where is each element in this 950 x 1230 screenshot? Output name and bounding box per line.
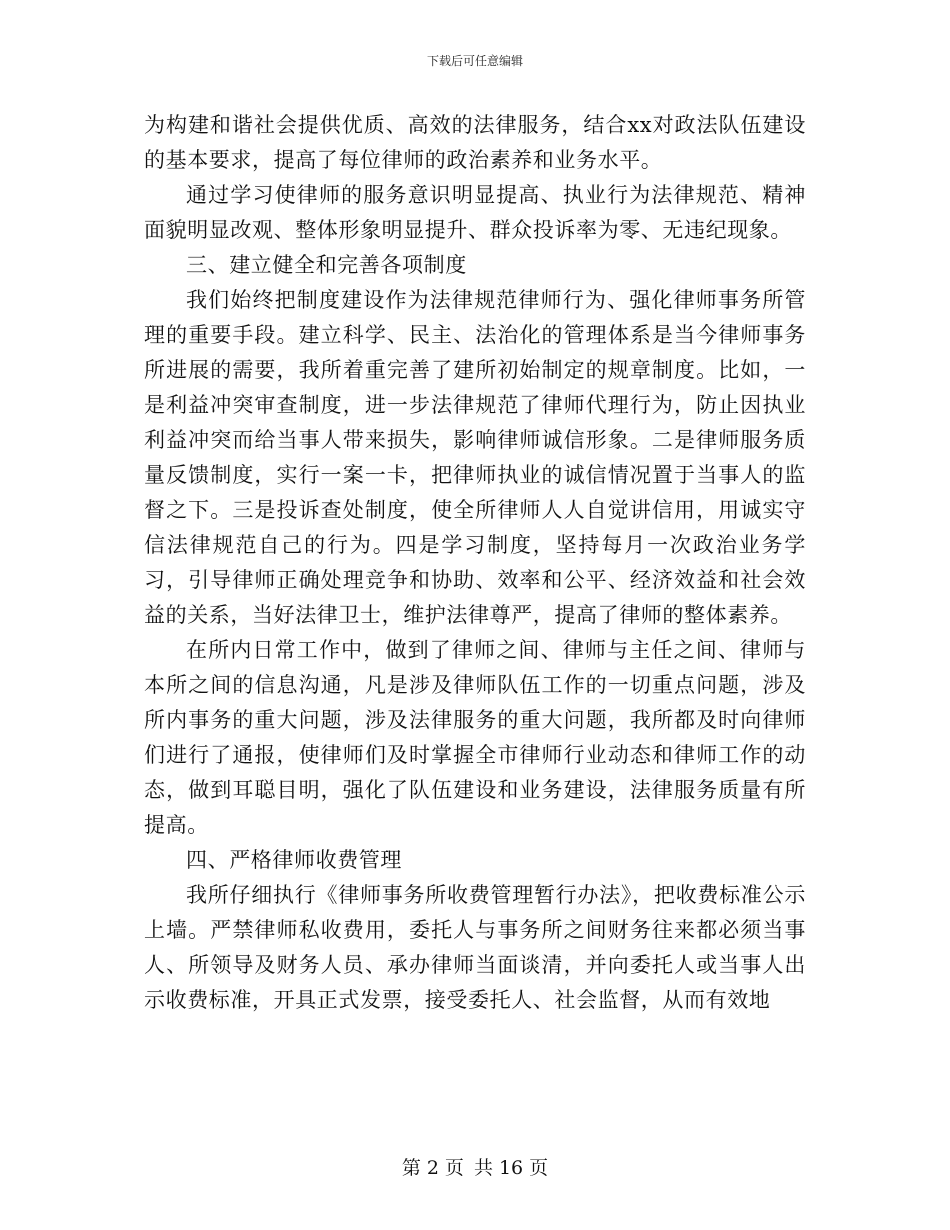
section-heading-3: 三、建立健全和完善各项制度 (186, 253, 467, 277)
footer-page-number: 2 (426, 1157, 439, 1179)
paragraph-5: 在所内日常工作中，做到了律师之间、律师与主任之间、律师与本所之间的信息沟通，凡是涉及律师队伍工作的一切重点问题，涉及所内事务的重大问题，涉及法律服务的重大问题，我所都及时向律师们进行了通报，使律师们及时掌握全市律师行业动态和律师工作的动态，做到耳聪目明，强化了队伍建设和业务建设，法律服务质量有所提高。 (144, 638, 806, 837)
paragraph-4: 我们始终把制度建设作为法律规范律师行为、强化律师事务所管理的重要手段。建立科学、民主、法治化的管理体系是当今律师事务所进展的需要，我所着重完善了建所初始制定的规章制度。比如，一是利益冲突审查制度，进一步法律规范了律师代理行为，防止因执业利益冲突而给当事人带来损失，影响律师诚信形象。二是律师服务质量反馈制度，实行一案一卡，把律师执业的诚信情况置于当事人的监督之下。三是投诉查处制度，使全所律师人人自觉讲信用，用诚实守信法律规范自己的行为。四是学习制度，坚持每月一次政治业务学习，引导律师正确处理竞争和协助、效率和公平、经济效益和社会效益的关系，当好法律卫士，维护法律尊严，提高了律师的整体素养。 (144, 288, 806, 627)
section-heading-4: 四、严格律师收费管理 (186, 848, 402, 872)
page-footer (0, 1153, 950, 1180)
paragraph-7: 我所仔细执行《律师事务所收费管理暂行办法》，把收费标准公示上墙。严禁律师私收费用，委托人与事务所之间财务往来都必须当事人、所领导及财务人员、承办律师当面谈清，并向委托人或当事人出示收费标准，开具正式发票，接受委托人、社会监督，从而有效地 (144, 883, 806, 1012)
page-header: 下载后可任意编辑 (426, 54, 523, 68)
document-body (144, 108, 806, 1018)
paragraph-2: 通过学习使律师的服务意识明显提高、执业行为法律规范、精神面貌明显改观、整体形象明显提升、群众投诉率为零、无违纪现象。 (144, 183, 806, 242)
footer-total-pages: 16 (498, 1157, 524, 1179)
footer-suffix: 页 (529, 1157, 549, 1179)
footer-prefix: 第 (401, 1157, 421, 1179)
footer-middle: 页 共 (444, 1157, 493, 1179)
paragraph-1: 为构建和谐社会提供优质、高效的法律服务，结合xx对政法队伍建设的基本要求，提高了每位律师的政治素养和业务水平。 (144, 113, 806, 172)
